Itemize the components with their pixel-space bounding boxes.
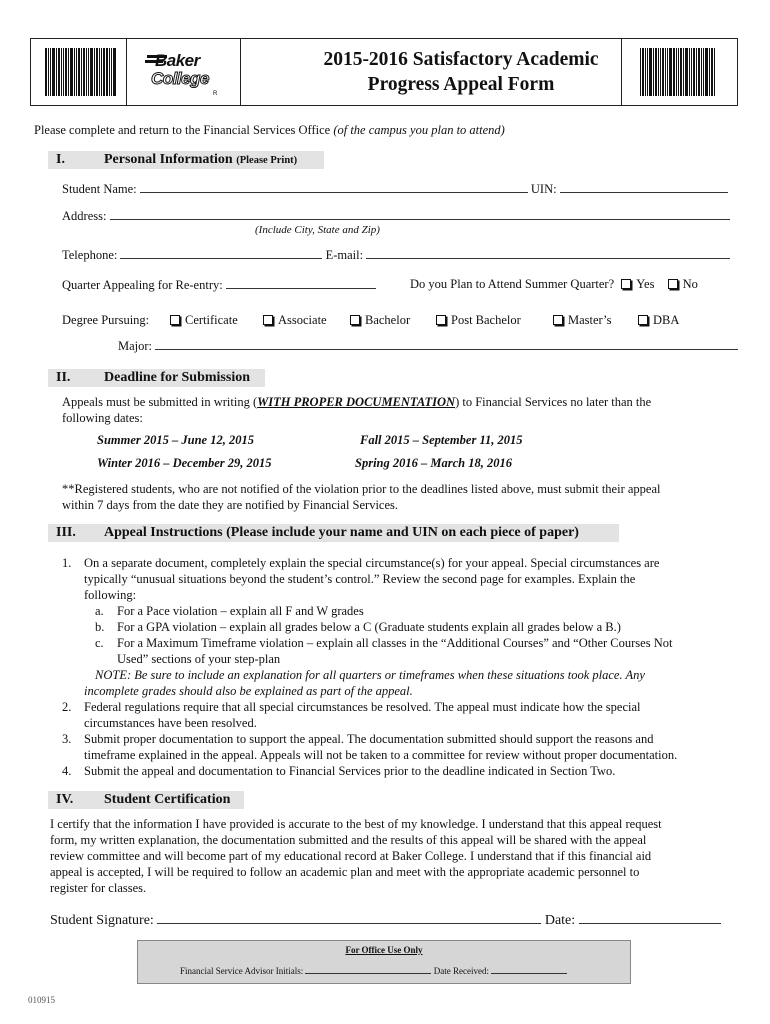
- degree-label: Degree Pursuing:: [62, 313, 150, 327]
- baker-college-logo: [141, 47, 241, 103]
- barcode-bar: [683, 48, 684, 96]
- barcode-bar: [113, 48, 116, 96]
- section-1-number: I.: [56, 152, 65, 167]
- barcode-bar: [680, 48, 682, 96]
- signature-row: [50, 911, 721, 929]
- note-line-1: **Registered students, who are not notified of the violation prior to the deadlines listed above, must submit their appeal: [62, 482, 661, 496]
- summer-quarter-label: Do you Plan to Attend Summer Quarter?: [410, 277, 615, 291]
- office-use-box: [137, 940, 631, 984]
- instruction-number: 3.: [62, 732, 72, 746]
- barcode-bar: [109, 48, 110, 96]
- student-name-label: Student Name:: [62, 182, 137, 196]
- barcode-bar: [45, 48, 47, 96]
- barcode-bar: [669, 48, 672, 96]
- advisor-initials-label: Financial Service Advisor Initials:: [180, 966, 304, 976]
- section-1-subtitle: (Please Print): [236, 155, 298, 166]
- instruction-3-line-2: timeframe explained in the appeal. Appeals will not be taken to a committee for review without proper documentation.: [84, 748, 678, 762]
- telephone-row: [62, 247, 730, 263]
- telephone-field[interactable]: [120, 247, 322, 259]
- deadline-text-c: following dates:: [62, 411, 143, 425]
- degree-option-label: Certificate: [185, 313, 238, 327]
- instruction-4-line-1: Submit the appeal and documentation to Financial Services prior to the deadline indicated in Section Two.: [84, 764, 616, 778]
- barcode-bar: [106, 48, 108, 96]
- section-3-heading: [48, 524, 619, 542]
- certification-line-4: appeal is accepted, I will be required to follow an academic plan and meet with the appropriate academic personnel to: [50, 865, 640, 879]
- degree-checkbox[interactable]: [553, 315, 563, 325]
- instruction-3-line-1: Submit proper documentation to support the appeal. The documentation submitted should support the reasons and: [84, 732, 654, 746]
- degree-option-label: Post Bachelor: [451, 313, 521, 327]
- barcode-bar: [58, 48, 60, 96]
- section-3-title: Appeal Instructions (Please include your name and UIN on each piece of paper): [104, 525, 579, 540]
- form-title-line1: 2015-2016 Satisfactory Academic: [323, 49, 599, 70]
- student-name-field[interactable]: [140, 181, 528, 193]
- barcode-bar: [65, 48, 67, 96]
- major-row: [118, 338, 738, 354]
- office-use-title: For Office Use Only: [345, 945, 423, 955]
- summer-yes-option[interactable]: [621, 277, 654, 291]
- instruction-note-line-1: NOTE: Be sure to include an explanation for all quarters or timeframes when these situations took place. Any: [95, 668, 645, 682]
- degree-option-certificate[interactable]: [170, 313, 238, 328]
- form-title: [271, 47, 651, 97]
- barcode-bar: [99, 48, 100, 96]
- office-use-fields: [180, 965, 567, 976]
- section-2-title: Deadline for Submission: [104, 370, 250, 385]
- instruction-2-line-2: circumstances have been resolved.: [84, 716, 257, 730]
- sub-item-b: For a GPA violation – explain all grades below a C (Graduate students explain all grades below a B.): [117, 620, 621, 634]
- address-row: [62, 208, 730, 224]
- barcode-bar: [658, 48, 659, 96]
- section-1-heading: [48, 151, 324, 169]
- degree-option-bachelor[interactable]: [350, 313, 410, 328]
- barcode-bar: [701, 48, 702, 96]
- deadline-text-b: ) to Financial Services no later than the: [455, 395, 652, 409]
- barcode-bar: [676, 48, 677, 96]
- degree-option-label: Bachelor: [365, 313, 411, 327]
- barcode-bar: [673, 48, 675, 96]
- barcode-bar: [667, 48, 668, 96]
- section-4-number: IV.: [56, 792, 74, 807]
- barcode-bar: [111, 48, 112, 96]
- degree-option-label: DBA: [653, 313, 680, 327]
- barcode-left-cell: [31, 39, 127, 105]
- degree-checkbox[interactable]: [263, 315, 273, 325]
- barcode-bar: [90, 48, 93, 96]
- deadline-summer: Summer 2015 – June 12, 2015: [97, 433, 254, 447]
- email-field[interactable]: [366, 247, 730, 259]
- barcode-bar: [83, 48, 85, 96]
- certification-line-1: I certify that the information I have provided is accurate to the best of my knowledge. I understand that this appeal request: [50, 817, 662, 831]
- form-title-line2: Progress Appeal Form: [367, 74, 555, 95]
- barcode-bar: [714, 48, 715, 96]
- instruction-1: [62, 555, 677, 779]
- degree-checkbox[interactable]: [350, 315, 360, 325]
- barcode-bar: [709, 48, 710, 96]
- deadline-fall: Fall 2015 – September 11, 2015: [360, 433, 523, 447]
- intro-main: Please complete and return to the Financial Services Office: [34, 123, 331, 137]
- date-received-field[interactable]: [491, 965, 567, 974]
- advisor-initials-field[interactable]: [305, 965, 431, 974]
- intro-italic: (of the campus you plan to attend): [333, 123, 505, 137]
- date-received-label: Date Received:: [433, 966, 489, 976]
- certification-line-2: form, my written explanation, the documentation submitted and the results of this appeal will be shared with the appeal: [50, 833, 647, 847]
- degree-option-label: Master’s: [568, 313, 612, 327]
- barcode-bar: [88, 48, 89, 96]
- deadline-spring: Spring 2016 – March 18, 2016: [355, 456, 512, 470]
- barcode-bar: [76, 48, 77, 96]
- certification-paragraph: [50, 816, 662, 896]
- sub-item-a: For a Pace violation – explain all F and W grades: [117, 604, 364, 618]
- barcode-bar: [103, 48, 105, 96]
- deadline-winter: Winter 2016 – December 29, 2015: [97, 456, 272, 470]
- certification-line-5: register for classes.: [50, 881, 147, 895]
- signature-field[interactable]: [157, 911, 541, 924]
- section-2-heading: [48, 369, 265, 387]
- barcode-bar: [678, 48, 679, 96]
- barcode-bar: [703, 48, 704, 96]
- barcode-bar: [78, 48, 80, 96]
- barcode-bar: [655, 48, 657, 96]
- uin-label: UIN:: [530, 182, 557, 196]
- section-2-number: II.: [56, 370, 71, 385]
- barcode-bar: [685, 48, 688, 96]
- barcode-bar: [96, 48, 98, 96]
- instruction-note-line-2: incomplete grades should also be explained as part of the appeal.: [84, 684, 413, 698]
- barcode-bar: [696, 48, 697, 96]
- instruction-number: 1.: [62, 556, 72, 570]
- degree-checkbox[interactable]: [436, 315, 446, 325]
- email-label: E-mail:: [325, 248, 364, 262]
- major-field[interactable]: [155, 338, 738, 350]
- barcode-bar: [70, 48, 73, 96]
- barcode-bar: [86, 48, 87, 96]
- summer-quarter-question: [410, 277, 698, 292]
- summer-yes-label: Yes: [636, 277, 655, 291]
- instruction-number: 2.: [62, 700, 72, 714]
- barcode-bar: [68, 48, 69, 96]
- quarter-label: Quarter Appealing for Re-entry:: [62, 278, 223, 292]
- barcode-bar: [698, 48, 700, 96]
- sub-item-c-line-2: Used” sections of your step-plan: [117, 652, 281, 666]
- barcode-bar: [691, 48, 692, 96]
- barcode-bar: [711, 48, 713, 96]
- barcode-bar: [662, 48, 664, 96]
- address-field[interactable]: [110, 208, 730, 220]
- registered-students-note: [62, 481, 660, 513]
- major-label: Major:: [118, 339, 153, 353]
- barcode-bar: [81, 48, 82, 96]
- barcode-bar: [94, 48, 95, 96]
- barcode-bar: [689, 48, 690, 96]
- barcode-bar: [665, 48, 666, 96]
- degree-option-post-bachelor[interactable]: [436, 313, 521, 328]
- degree-checkbox[interactable]: [638, 315, 648, 325]
- section-4-heading: [48, 791, 244, 809]
- instruction-1-line-3: following:: [84, 588, 137, 602]
- degree-option-masters[interactable]: [553, 313, 612, 328]
- sub-item-letter: b.: [95, 620, 105, 634]
- degree-option-dba[interactable]: [638, 313, 679, 328]
- degree-option-label: Associate: [278, 313, 327, 327]
- instruction-number: 4.: [62, 764, 72, 778]
- barcode-bar: [50, 48, 51, 96]
- address-label: Address:: [62, 209, 107, 223]
- barcode-bar: [48, 48, 49, 96]
- barcode-bar: [705, 48, 708, 96]
- section-1-title: Personal Information: [104, 152, 233, 167]
- signature-label: Student Signature:: [50, 913, 154, 928]
- section-4-title: Student Certification: [104, 792, 231, 807]
- summer-no-option[interactable]: [668, 277, 698, 291]
- intro-text: [34, 123, 505, 138]
- form-code: 010915: [28, 995, 55, 1005]
- logo-word-college: College: [151, 69, 209, 88]
- sub-item-letter: c.: [95, 636, 104, 650]
- barcode-bar: [56, 48, 57, 96]
- degree-checkbox[interactable]: [170, 315, 180, 325]
- date-field[interactable]: [579, 911, 721, 924]
- telephone-label: Telephone:: [62, 248, 118, 262]
- date-label: Date:: [544, 913, 576, 928]
- sub-item-letter: a.: [95, 604, 104, 618]
- barcode-bar: [63, 48, 64, 96]
- barcode-left: [45, 48, 117, 96]
- certification-line-3: review committee and will become part of my educational record at Baker College. I understand that if this financial aid: [50, 849, 652, 863]
- quarter-field[interactable]: [226, 277, 376, 289]
- quarter-row: [62, 277, 376, 293]
- degree-option-associate[interactable]: [263, 313, 327, 328]
- summer-no-label: No: [682, 277, 698, 291]
- sub-item-c-line-1: For a Maximum Timeframe violation – explain all classes in the “Additional Courses” and “Other Courses Not: [117, 636, 673, 650]
- section-3-number: III.: [56, 525, 76, 540]
- barcode-bar: [52, 48, 55, 96]
- instruction-2-line-1: Federal regulations require that all special circumstances be resolved. The appeal must indicate how the special: [84, 700, 641, 714]
- barcode-bar: [653, 48, 654, 96]
- barcode-bar: [660, 48, 661, 96]
- instruction-1-line-1: On a separate document, completely explain the special circumstance(s) for your appeal. Special circumstances are: [84, 556, 660, 570]
- summer-no-checkbox[interactable]: [668, 279, 678, 289]
- deadline-text-a: Appeals must be submitted in writing (: [62, 395, 258, 409]
- barcode-right: [640, 48, 716, 96]
- barcode-bar: [693, 48, 695, 96]
- form-header: [30, 38, 738, 106]
- barcode-bar: [101, 48, 102, 96]
- instruction-1-line-2: typically “unusual situations beyond the student’s control.” Review the second page for examples. Explain the: [84, 572, 636, 586]
- logo-registered-mark: R: [213, 91, 218, 97]
- summer-yes-checkbox[interactable]: [621, 279, 631, 289]
- proper-documentation-emphasis: WITH PROPER DOCUMENTATION: [257, 395, 456, 409]
- logo-word-baker: Baker: [155, 51, 200, 70]
- barcode-bar: [74, 48, 75, 96]
- deadline-paragraph: [62, 394, 752, 426]
- barcode-bar: [61, 48, 62, 96]
- student-name-row: [62, 181, 728, 197]
- address-hint: (Include City, State and Zip): [255, 224, 380, 236]
- uin-field[interactable]: [560, 181, 728, 193]
- note-line-2: within 7 days from the date they are notified by Financial Services.: [62, 498, 399, 512]
